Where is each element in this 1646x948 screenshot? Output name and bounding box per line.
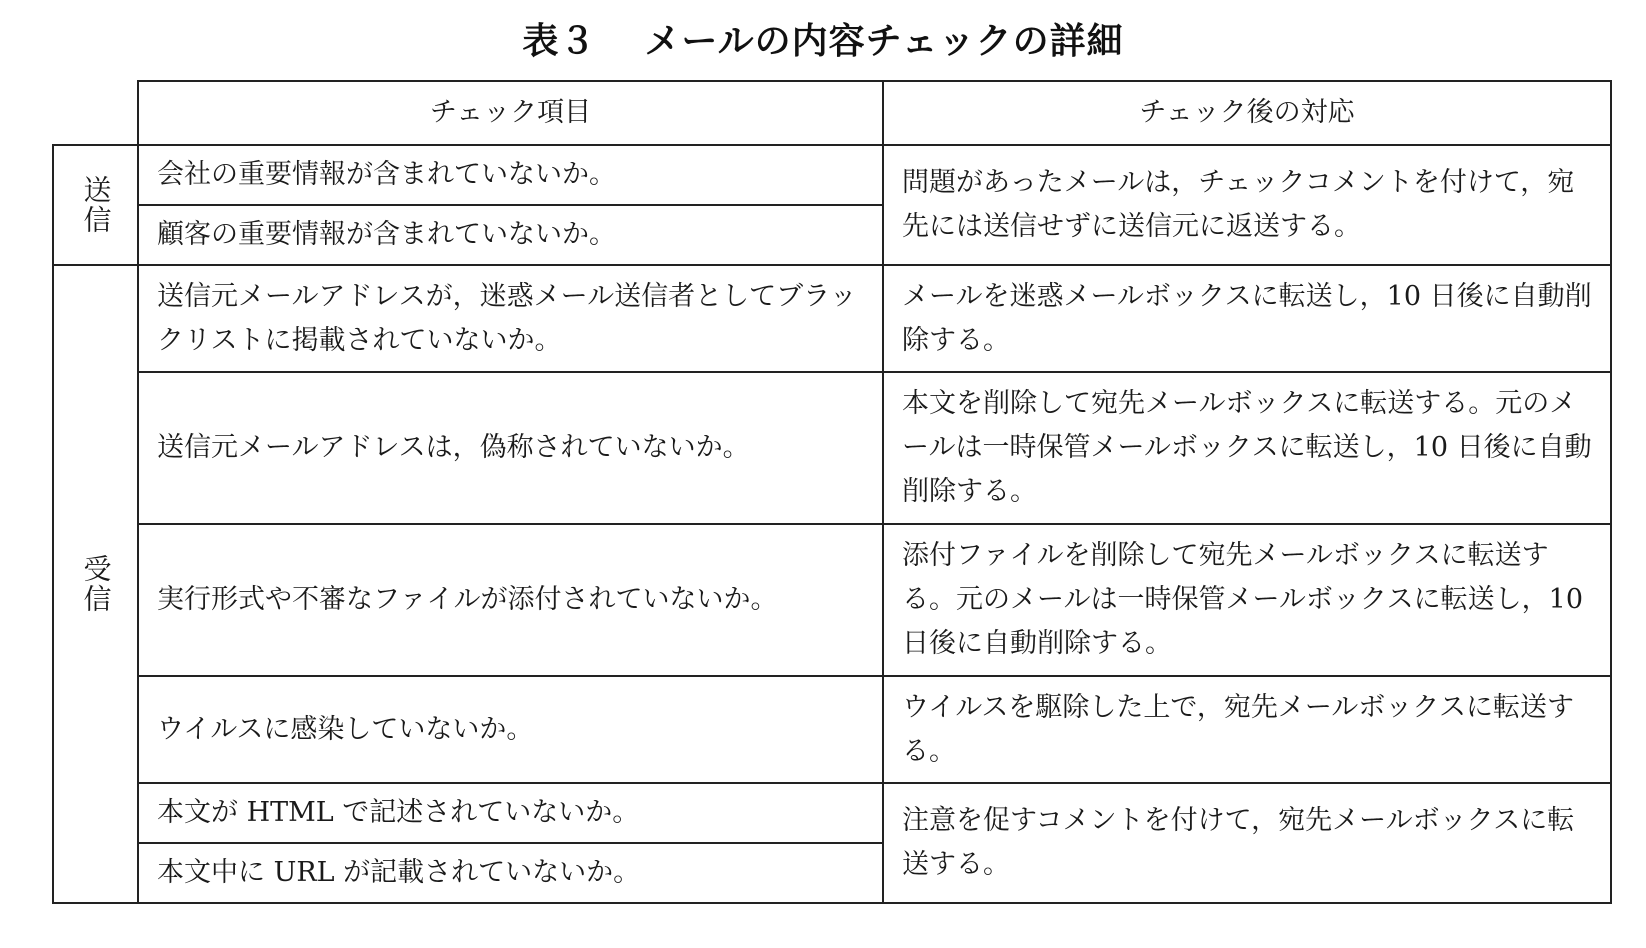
action-cell: 注意を促すコメントを付けて，宛先メールボックスに転送する。	[883, 783, 1611, 903]
category-receive-label: 受信	[79, 554, 113, 614]
action-cell: 問題があったメールは，チェックコメントを付けて，宛先には送信せずに送信元に返送する。	[883, 145, 1611, 265]
table-row	[53, 372, 1611, 524]
table-number: 表３	[522, 21, 597, 62]
table-title-text: メールの内容チェックの詳細	[644, 21, 1124, 62]
header-blank-cell	[53, 81, 138, 145]
table-title	[0, 20, 1646, 64]
category-send-label: 送信	[79, 175, 113, 235]
check-item-cell: 本文中に URL が記載されていないか。	[138, 843, 883, 903]
check-item-cell: 実行形式や不審なファイルが添付されていないか。	[138, 524, 883, 676]
table-row	[53, 676, 1611, 783]
action-cell: 本文を削除して宛先メールボックスに転送する。元のメールは一時保管メールボックスに転送し，10 日後に自動削除する。	[883, 372, 1611, 524]
table-row	[53, 145, 1611, 205]
check-item-cell: 送信元メールアドレスが，迷惑メール送信者としてブラックリストに掲載されていないか。	[138, 265, 883, 372]
mail-check-table	[52, 80, 1612, 904]
header-action: チェック後の対応	[883, 81, 1611, 145]
table-row	[53, 265, 1611, 372]
header-row	[53, 81, 1611, 145]
header-check-item: チェック項目	[138, 81, 883, 145]
category-receive	[53, 265, 138, 903]
check-item-cell: ウイルスに感染していないか。	[138, 676, 883, 783]
category-send	[53, 145, 138, 265]
action-cell: ウイルスを駆除した上で，宛先メールボックスに転送する。	[883, 676, 1611, 783]
action-cell: メールを迷惑メールボックスに転送し，10 日後に自動削除する。	[883, 265, 1611, 372]
check-item-cell: 送信元メールアドレスは，偽称されていないか。	[138, 372, 883, 524]
table-row	[53, 524, 1611, 676]
check-item-cell: 顧客の重要情報が含まれていないか。	[138, 205, 883, 265]
action-cell: 添付ファイルを削除して宛先メールボックスに転送する。元のメールは一時保管メールボックスに転送し，10 日後に自動削除する。	[883, 524, 1611, 676]
check-item-cell: 本文が HTML で記述されていないか。	[138, 783, 883, 843]
table-row	[53, 783, 1611, 843]
check-item-cell: 会社の重要情報が含まれていないか。	[138, 145, 883, 205]
